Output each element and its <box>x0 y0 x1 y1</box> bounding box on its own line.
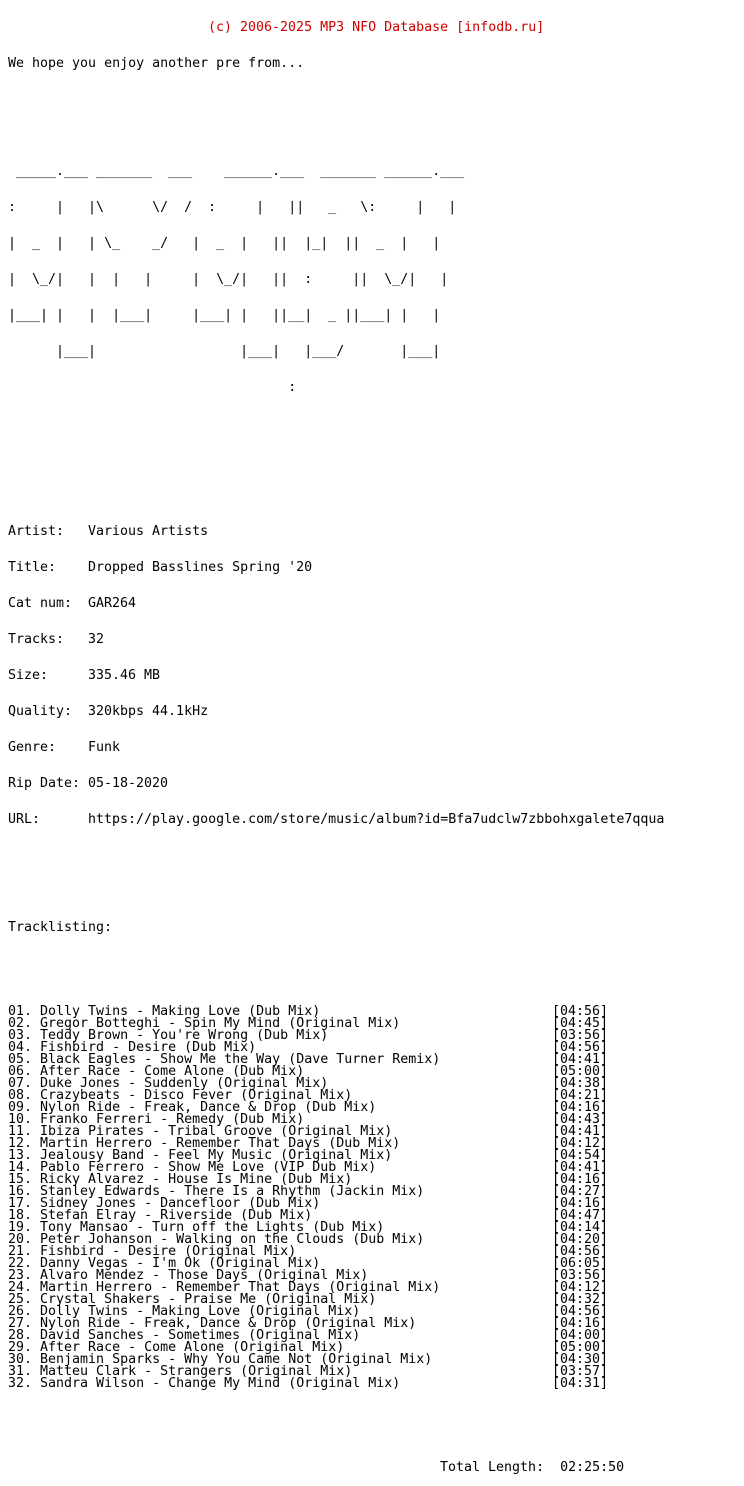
track-title: 23. Alvaro Mendez - Those Days (Original Mix) <box>8 1268 369 1283</box>
info-label: Title: <box>8 560 57 575</box>
info-label: Size: <box>8 668 49 683</box>
track-title: 04. Fishbird - Desire (Dub Mix) <box>8 1040 257 1055</box>
intro-text: We hope you enjoy another pre from... <box>8 56 305 71</box>
track-title: 13. Jealousy Band - Feel My Music (Original Mix) <box>8 1148 393 1163</box>
track-title: 06. After Race - Come Alone (Dub Mix) <box>8 1064 305 1079</box>
track-length: [05:00] <box>552 1064 609 1079</box>
info-label: Tracks: <box>8 632 65 647</box>
ascii-line: | _ | | \_ _/ | _ | || |_| || _ | | <box>8 236 441 251</box>
info-value: GAR264 <box>88 596 137 611</box>
nfo-document <box>8 0 744 1486</box>
track-length: [06:05] <box>552 1256 609 1271</box>
track-length: [04:56] <box>552 1244 609 1259</box>
track-length: [04:16] <box>552 1100 609 1115</box>
ascii-line: _____.___ _______ ___ ______.___ _______ ______.___ <box>8 164 465 179</box>
track-length: [04:12] <box>552 1136 609 1151</box>
ascii-line: |___| | | |___| |___| | ||__| _ ||___| | | <box>8 308 441 323</box>
track-title: 30. Benjamin Sparks - Why You Came Not (Original Mix) <box>8 1352 433 1367</box>
track-row <box>8 1378 744 1390</box>
track-length: [04:31] <box>552 1376 609 1391</box>
track-title: 02. Gregor Botteghi - Spin My Mind (Original Mix) <box>8 1016 401 1031</box>
ascii-line: | \_/| | | | | \_/| || : || \_/| | <box>8 272 449 287</box>
track-title: 16. Stanley Edwards - There Is a Rhythm (Jackin Mix) <box>8 1184 425 1199</box>
info-row <box>8 814 744 826</box>
info-value: 05-18-2020 <box>88 776 169 791</box>
track-length: [04:45] <box>552 1016 609 1031</box>
tracklisting-heading: Tracklisting: <box>8 920 113 935</box>
track-list <box>8 1006 744 1390</box>
track-title: 17. Sidney Jones - Dancefloor (Dub Mix) <box>8 1196 321 1211</box>
info-row <box>8 706 744 718</box>
track-title: 22. Danny Vegas - I'm Ok (Original Mix) <box>8 1256 321 1271</box>
track-length: [04:47] <box>552 1208 609 1223</box>
track-length: [04:12] <box>552 1280 609 1295</box>
track-length: [04:00] <box>552 1328 609 1343</box>
track-length: [04:41] <box>552 1160 609 1175</box>
track-length: [04:32] <box>552 1292 609 1307</box>
ascii-line: : <box>8 380 297 395</box>
track-length: [04:41] <box>552 1052 609 1067</box>
info-row <box>8 526 744 538</box>
track-length: [03:56] <box>552 1268 609 1283</box>
track-length: [04:38] <box>552 1076 609 1091</box>
info-value: 335.46 MB <box>88 668 161 683</box>
track-length: [04:21] <box>552 1088 609 1103</box>
spacer <box>8 94 744 106</box>
info-row <box>8 634 744 646</box>
info-row <box>8 778 744 790</box>
track-title: 10. Franko Ferreri - Remedy (Dub Mix) <box>8 1112 305 1127</box>
total-length: Total Length: 02:25:50 <box>440 1460 625 1475</box>
track-title: 11. Ibiza Pirates - Tribal Groove (Original Mix) <box>8 1124 393 1139</box>
spacer <box>8 454 744 466</box>
release-info <box>8 502 744 850</box>
track-title: 32. Sandra Wilson - Change My Mind (Original Mix) <box>8 1376 401 1391</box>
info-label: Artist: <box>8 524 65 539</box>
track-title: 07. Duke Jones - Suddenly (Original Mix) <box>8 1076 329 1091</box>
track-length: [04:16] <box>552 1316 609 1331</box>
track-length: [04:30] <box>552 1352 609 1367</box>
info-row <box>8 562 744 574</box>
track-title: 03. Teddy Brown - You're Wrong (Dub Mix) <box>8 1028 329 1043</box>
track-length: [04:16] <box>552 1196 609 1211</box>
track-title: 29. After Race - Come Alone (Original Mix) <box>8 1340 345 1355</box>
info-label: Genre: <box>8 740 57 755</box>
info-row <box>8 742 744 754</box>
track-title: 01. Dolly Twins - Making Love (Dub Mix) <box>8 1004 321 1019</box>
track-length: [04:14] <box>552 1220 609 1235</box>
track-title: 28. David Sanches - Sometimes (Original Mix) <box>8 1328 361 1343</box>
info-row <box>8 670 744 682</box>
info-row <box>8 598 744 610</box>
info-label: Rip Date: <box>8 776 81 791</box>
ascii-logo <box>8 142 744 418</box>
track-length: [04:27] <box>552 1184 609 1199</box>
track-length: [04:56] <box>552 1004 609 1019</box>
track-length: [04:43] <box>552 1112 609 1127</box>
info-label: URL: <box>8 812 41 827</box>
track-length: [04:54] <box>552 1148 609 1163</box>
track-title: 19. Tony Mansao - Turn off the Lights (Dub Mix) <box>8 1220 385 1235</box>
track-title: 25. Crystal Shakers - Praise Me (Original Mix) <box>8 1292 377 1307</box>
track-length: [04:56] <box>552 1304 609 1319</box>
track-title: 27. Nylon Ride - Freak, Dance & Drop (Original Mix) <box>8 1316 417 1331</box>
track-title: 18. Stefan Elray - Riverside (Dub Mix) <box>8 1208 313 1223</box>
track-title: 31. Matteu Clark - Strangers (Original Mix) <box>8 1364 353 1379</box>
info-label: Cat num: <box>8 596 73 611</box>
track-length: [04:56] <box>552 1040 609 1055</box>
track-length: [03:56] <box>552 1028 609 1043</box>
track-length: [05:00] <box>552 1340 609 1355</box>
track-length: [04:20] <box>552 1232 609 1247</box>
info-value: Various Artists <box>88 524 209 539</box>
spacer <box>8 886 744 898</box>
ascii-line: : | |\ \/ / : | || _ \: | | <box>8 200 457 215</box>
track-length: [03:57] <box>552 1364 609 1379</box>
track-title: 24. Martin Herrero - Remember That Days (Original Mix) <box>8 1280 441 1295</box>
track-length: [04:41] <box>552 1124 609 1139</box>
site-header: (c) 2006-2025 MP3 NFO Database [infodb.ru] <box>208 20 545 35</box>
track-title: 15. Ricky Alvarez - House Is Mine (Dub Mix) <box>8 1172 353 1187</box>
track-title: 09. Nylon Ride - Freak, Dance & Drop (Dub Mix) <box>8 1100 377 1115</box>
info-value: 32 <box>88 632 105 647</box>
info-value: Dropped Basslines Spring '20 <box>88 560 313 575</box>
info-value: Funk <box>88 740 121 755</box>
url-value: https://play.google.com/store/music/album?id=Bfa7udclw7zbbohxgalete7qqua <box>88 812 665 827</box>
ascii-line: |___| |___| |___/ |___| <box>8 344 441 359</box>
track-length: [04:16] <box>552 1172 609 1187</box>
track-title: 05. Black Eagles - Show Me the Way (Dave Turner Remix) <box>8 1052 441 1067</box>
track-title: 20. Peter Johanson - Walking on the Clouds (Dub Mix) <box>8 1232 425 1247</box>
info-value: 320kbps 44.1kHz <box>88 704 209 719</box>
track-title: 12. Martin Herrero - Remember That Days (Dub Mix) <box>8 1136 401 1151</box>
spacer <box>8 958 744 970</box>
track-title: 26. Dolly Twins - Making Love (Original Mix) <box>8 1304 361 1319</box>
track-title: 08. Crazybeats - Disco Fever (Original Mix) <box>8 1088 353 1103</box>
track-title: 21. Fishbird - Desire (Original Mix) <box>8 1244 297 1259</box>
info-label: Quality: <box>8 704 73 719</box>
spacer <box>8 1426 744 1438</box>
track-title: 14. Pablo Ferrero - Show Me Love (VIP Dub Mix) <box>8 1160 377 1175</box>
